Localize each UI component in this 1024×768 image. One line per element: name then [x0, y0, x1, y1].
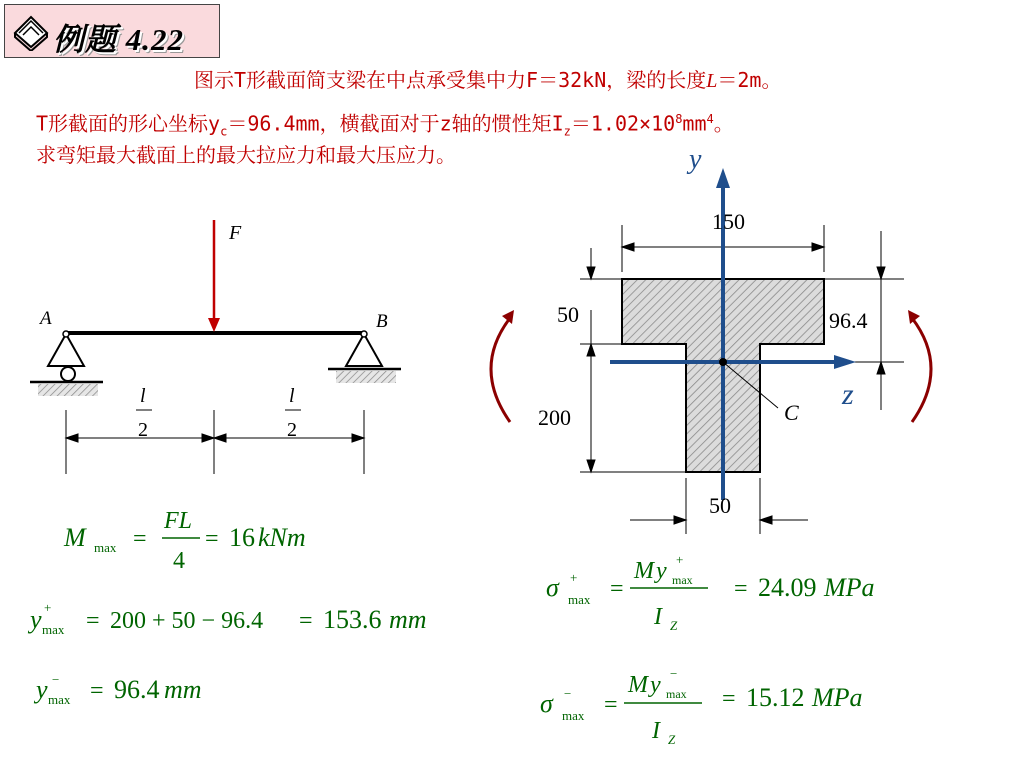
half-span-den-2: 2: [287, 419, 297, 441]
svg-text:=: =: [90, 678, 104, 704]
svg-text:max: max: [48, 692, 71, 707]
svg-text:−: −: [670, 666, 678, 681]
y-axis-label: y: [689, 144, 702, 175]
t-section-diagram: [491, 144, 931, 534]
svg-text:Z: Z: [668, 732, 676, 747]
svg-text:−: −: [564, 686, 572, 701]
centroid-distance-label: 96.4: [829, 308, 868, 333]
web-width-label: 50: [709, 493, 731, 518]
span-dimension: [66, 410, 364, 474]
centroid-label: C: [784, 400, 799, 425]
svg-text:+: +: [676, 552, 684, 567]
support-b: [328, 331, 401, 383]
support-a: [30, 331, 103, 396]
svg-text:MPa: MPa: [824, 573, 875, 602]
problem-line-3: 求弯矩最大截面上的最大拉应力和最大压应力。: [36, 143, 456, 167]
formula-sigma-plus: [546, 552, 875, 633]
svg-text:y: y: [30, 605, 42, 634]
svg-text:max: max: [666, 687, 687, 701]
svg-text:M: M: [64, 523, 86, 552]
svg-text:=: =: [86, 608, 100, 634]
web-height-label: 200: [538, 405, 571, 430]
svg-text:mm: mm: [164, 675, 202, 704]
centroid-dot: [719, 358, 727, 366]
moment-arrow-left: [491, 310, 514, 422]
svg-text:=: =: [604, 692, 618, 718]
svg-text:=: =: [133, 526, 147, 552]
svg-text:y: y: [36, 675, 48, 704]
force-arrow: [208, 220, 220, 332]
z-axis-label: z: [842, 378, 854, 411]
svg-text:σ: σ: [540, 689, 553, 718]
svg-text:max: max: [42, 622, 65, 637]
svg-text:−: −: [52, 672, 60, 687]
svg-text:=: =: [299, 608, 313, 634]
svg-text:MPa: MPa: [812, 683, 863, 712]
support-b-label: B: [376, 311, 388, 332]
moment-arrow-right: [908, 310, 931, 422]
svg-text:mm: mm: [389, 605, 427, 634]
page-title: 例题 4.22: [53, 22, 184, 57]
svg-text:=: =: [722, 686, 736, 712]
svg-text:y: y: [656, 558, 667, 584]
svg-text:+: +: [570, 570, 578, 585]
svg-text:y: y: [650, 672, 661, 698]
flange-width-label: 150: [712, 209, 745, 234]
force-label: F: [229, 222, 242, 244]
svg-text:=: =: [734, 576, 748, 602]
formula-ymax-plus: [27, 600, 427, 637]
svg-text:max: max: [562, 708, 585, 723]
svg-text:24.09: 24.09: [758, 573, 817, 602]
problem-line-1: 图示T形截面简支梁在中点承受集中力F＝32kN，梁的长度L＝2m。: [194, 68, 782, 92]
svg-text:200 + 50 − 96.4: 200 + 50 − 96.4: [110, 608, 264, 634]
svg-text:σ: σ: [546, 573, 559, 602]
formula-mmax: [63, 508, 306, 574]
svg-text:15.12: 15.12: [746, 683, 805, 712]
half-span-num-1: l: [140, 385, 146, 407]
svg-text:kNm: kNm: [258, 523, 306, 552]
svg-text:M: M: [628, 672, 648, 698]
svg-text:96.4: 96.4: [114, 675, 160, 704]
svg-text:FL: FL: [164, 508, 193, 534]
formula-sigma-minus: [540, 666, 863, 747]
flange-thickness-label: 50: [557, 302, 579, 327]
svg-text:max: max: [94, 540, 117, 555]
svg-text:max: max: [568, 592, 591, 607]
svg-text:=: =: [610, 576, 624, 602]
svg-text:=: =: [205, 526, 219, 552]
problem-line-2: T形截面的形心坐标$y_c=96.4mm$，横截面对于z轴的惯性矩$I_z=1.02\times 10^8mm^4$。: [36, 111, 734, 139]
svg-text:Z: Z: [670, 618, 678, 633]
svg-text:153.6: 153.6: [323, 605, 382, 634]
svg-text:I: I: [654, 604, 662, 630]
svg-text:I: I: [652, 718, 660, 744]
formula-ymax-minus: [33, 672, 202, 707]
half-span-num-2: l: [289, 385, 295, 407]
half-span-den-1: 2: [138, 419, 148, 441]
svg-text:max: max: [672, 573, 693, 587]
svg-text:M: M: [634, 558, 654, 584]
beam-diagram: [30, 220, 401, 474]
support-a-label: A: [40, 308, 52, 329]
svg-text:16: 16: [229, 523, 255, 552]
svg-text:4: 4: [173, 548, 185, 574]
svg-text:+: +: [44, 600, 52, 615]
